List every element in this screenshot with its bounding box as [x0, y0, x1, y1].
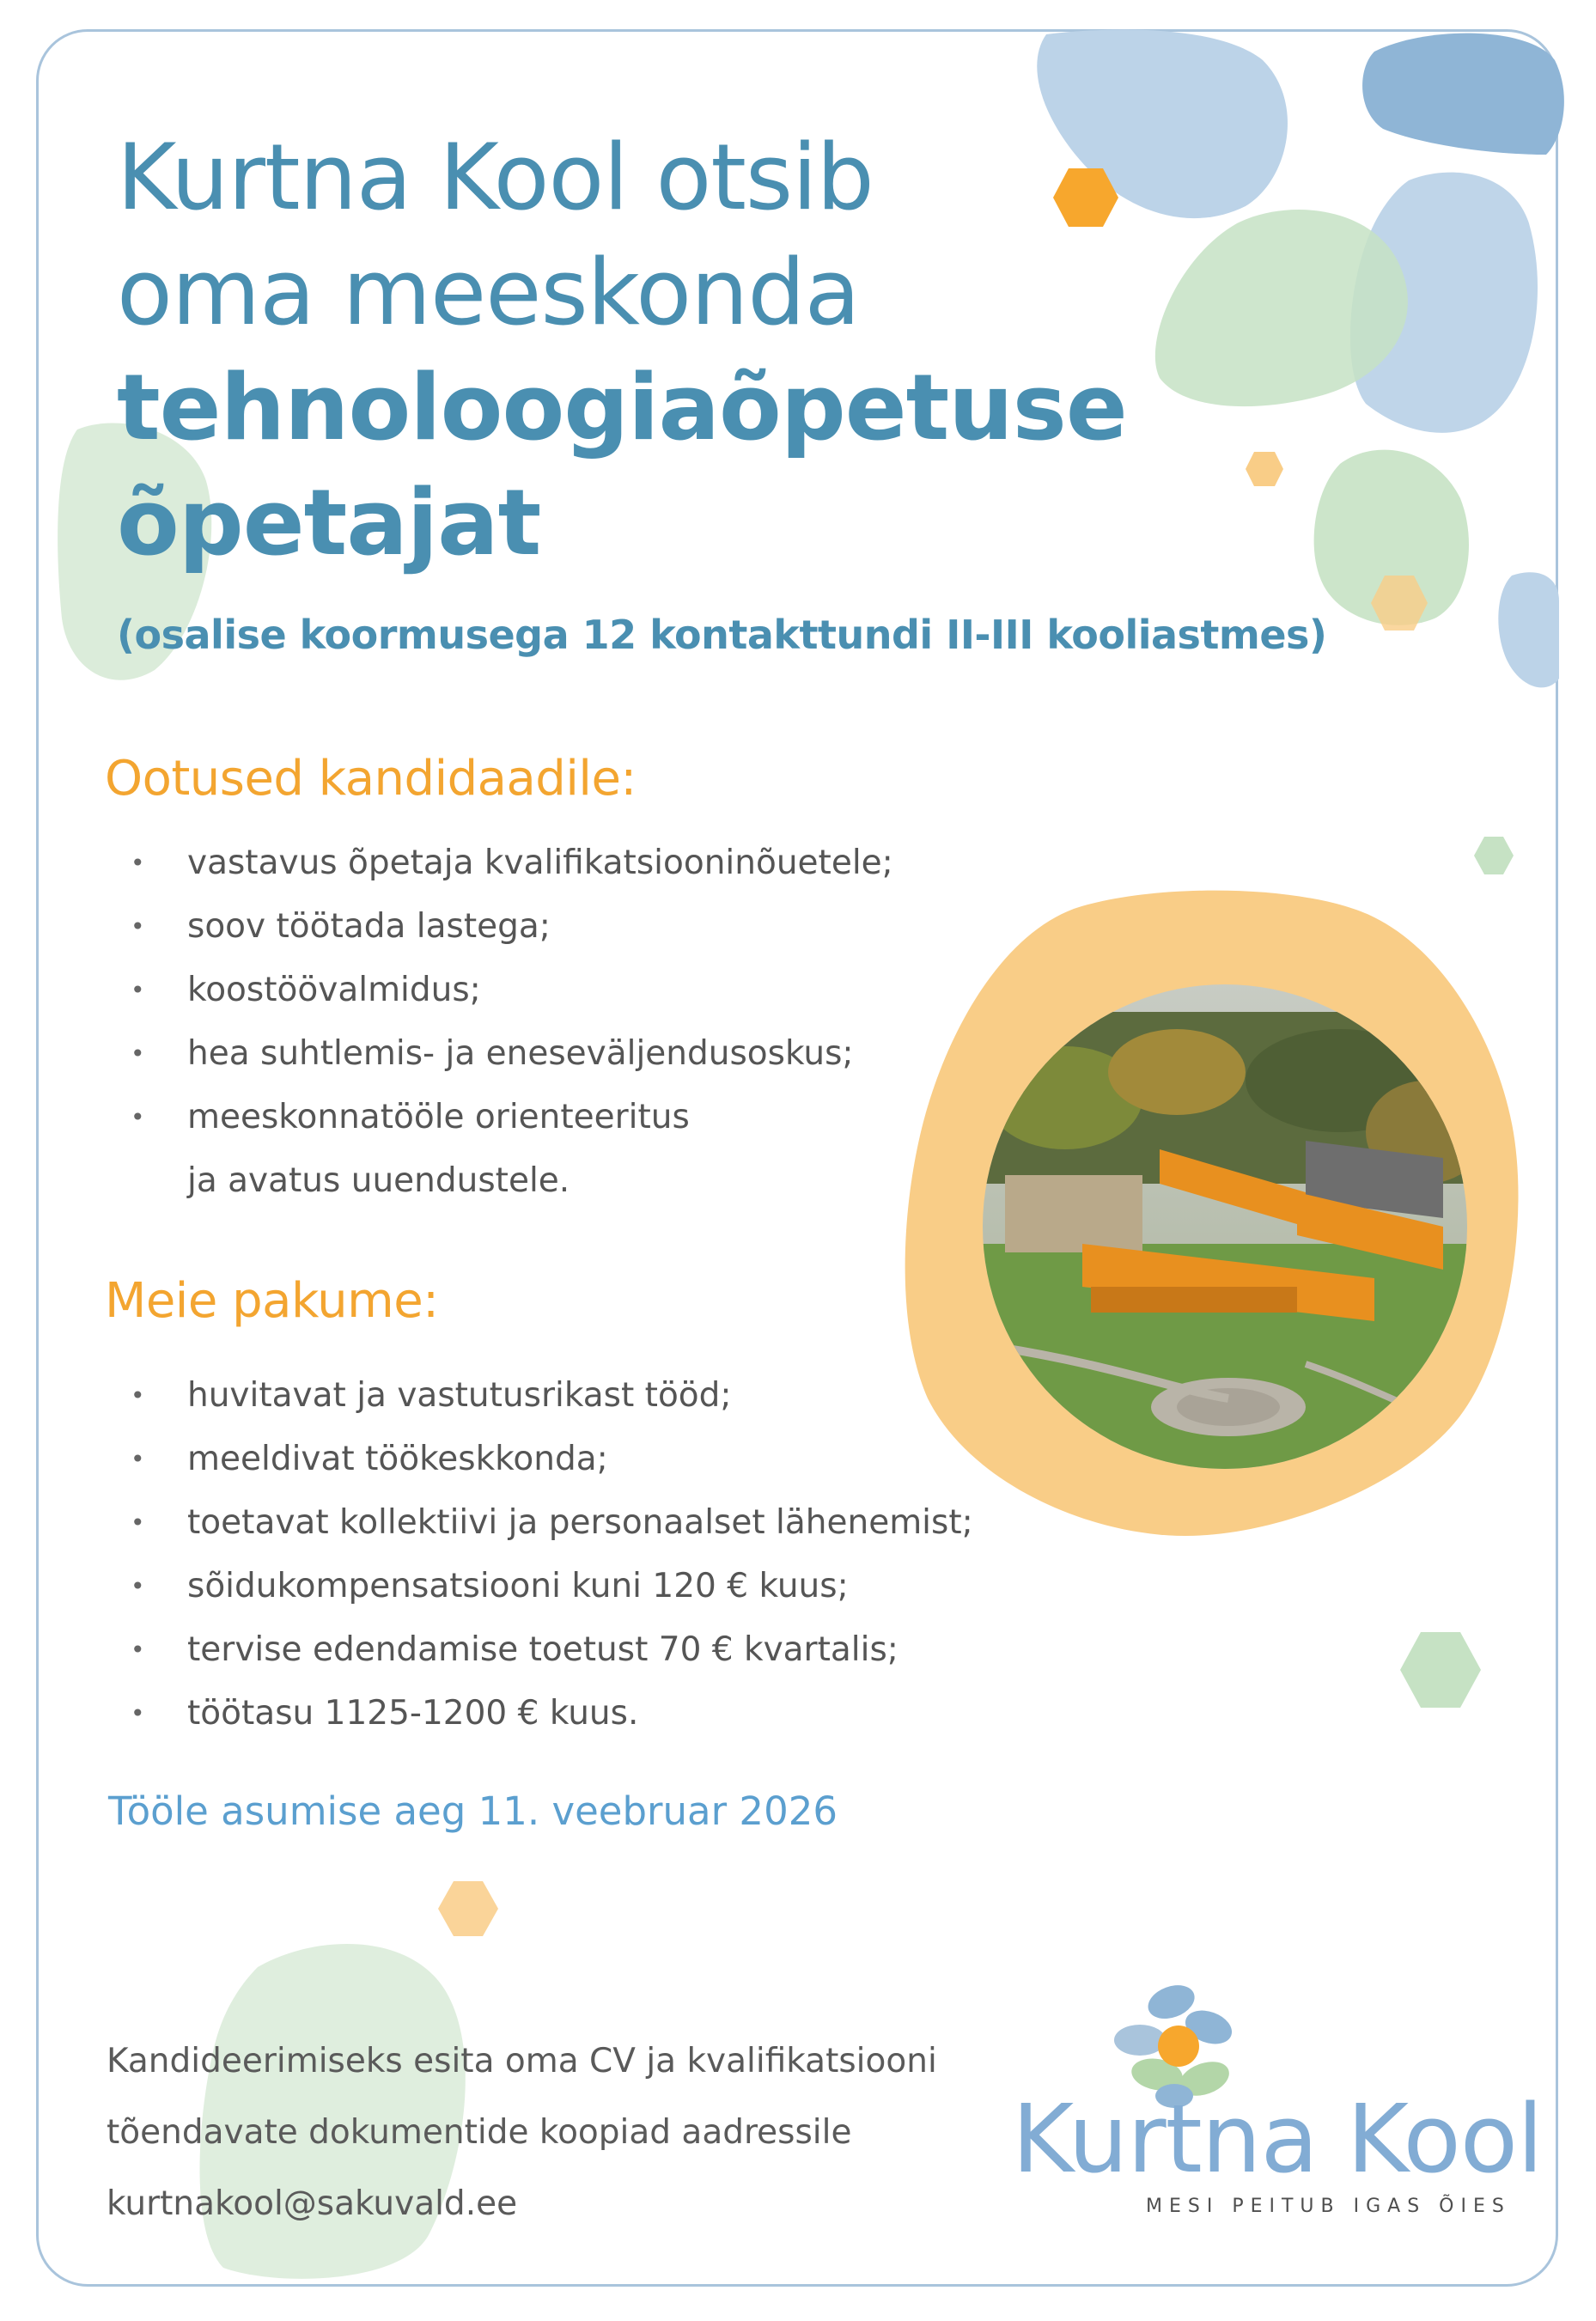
- deco-blue-blob-edge: [1498, 572, 1559, 687]
- bullet-icon: •: [131, 1381, 145, 1410]
- list-item: • koostöövalmidus;: [120, 959, 979, 1022]
- bullet-icon: •: [131, 1508, 145, 1537]
- title-line-1: Kurtna Kool otsib: [117, 125, 874, 230]
- list-item: • meeldivat töökeskkonda;: [120, 1428, 979, 1491]
- offer-heading: Meie pakume:: [105, 1273, 439, 1329]
- title-line-4: õpetajat: [117, 470, 541, 576]
- deco-blue-blob-corner: [1362, 34, 1564, 155]
- list-item: • huvitavat ja vastutusrikast tööd;: [120, 1364, 979, 1428]
- apply-line-2: tõendavate dokumentide koopiad aadressile: [107, 2113, 852, 2152]
- title-line-3: tehnoloogiaõpetuse: [117, 355, 1127, 460]
- deco-orange-hexagon-small: [1246, 452, 1283, 486]
- bullet-icon: •: [131, 849, 145, 877]
- list-item: • tervise edendamise toetust 70 € kvartalis;: [120, 1618, 979, 1682]
- expectations-heading: Ootused kandidaadile:: [105, 751, 637, 807]
- list-item: • toetavat kollektiivi ja personaalset lähenemist;: [120, 1491, 979, 1555]
- list-item: • soov töötada lastega;: [120, 895, 979, 959]
- deco-green-hexagon: [1400, 1632, 1481, 1708]
- bullet-icon: •: [131, 1699, 145, 1727]
- deco-orange-hexagon-low: [438, 1881, 498, 1936]
- school-photo: [893, 883, 1529, 1553]
- application-instructions: [107, 2026, 1051, 2239]
- start-date: Tööle asumise aeg 11. veebruar 2026: [108, 1788, 838, 1834]
- list-item: • hea suhtlemis- ja eneseväljendusoskus;: [120, 1022, 979, 1086]
- expectations-list: [120, 832, 979, 1213]
- deco-green-hexagon-small: [1474, 837, 1514, 874]
- contact-email: kurtnakool@sakuvald.ee: [107, 2184, 518, 2223]
- bullet-icon: •: [131, 912, 145, 941]
- list-item: • meeskonnatööle orienteeritus: [120, 1086, 979, 1149]
- subtitle: (osalise koormusega 12 kontakttundi II-III kooliastmes): [117, 612, 1327, 658]
- page-title: [117, 120, 1127, 581]
- apply-line-1: Kandideerimiseks esita oma CV ja kvalifikatsiooni: [107, 2042, 937, 2080]
- bullet-icon: •: [131, 1039, 145, 1068]
- list-item: • vastavus õpetaja kvalifikatsiooninõuetele;: [120, 832, 979, 895]
- list-item: • sõidukompensatsiooni kuni 120 € kuus;: [120, 1555, 979, 1618]
- bullet-icon: •: [131, 1445, 145, 1473]
- bullet-icon: •: [131, 1636, 145, 1664]
- offer-list: [120, 1364, 979, 1745]
- bullet-icon: •: [131, 1572, 145, 1600]
- logo-tagline: MESI PEITUB IGAS ÕIES: [1146, 2196, 1511, 2217]
- bullet-icon: •: [131, 1103, 145, 1131]
- logo-wordmark: Kurtna Kool: [1012, 2084, 1543, 2194]
- bullet-icon: •: [131, 976, 145, 1004]
- list-item: • töötasu 1125-1200 € kuus.: [120, 1682, 979, 1745]
- title-line-2: oma meeskonda: [117, 240, 860, 345]
- list-item-continuation: ja avatus uuendustele.: [187, 1161, 570, 1200]
